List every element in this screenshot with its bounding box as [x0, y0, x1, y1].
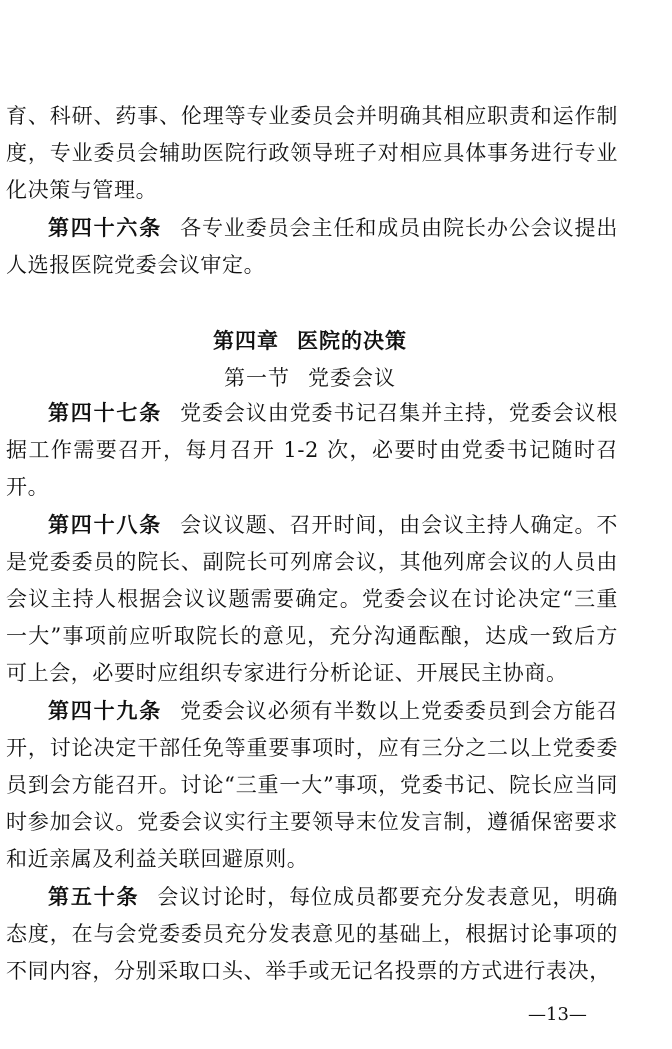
article-47: [6, 394, 618, 506]
article-48: [6, 506, 618, 692]
article-48-heading: 第四十八条: [48, 512, 163, 537]
article-47-body: 党委会议由党委书记召集并主持，党委会议根据工作需要召开，每月召开 1-2 次，必要时由党委书记随时召开。: [6, 401, 618, 499]
chapter-number: 第四章: [213, 328, 279, 353]
page-number: —13—: [528, 1004, 587, 1025]
article-49-body: 党委会议必须有半数以上党委委员到会方能召开，讨论决定干部任免等重要事项时，应有三分之二以上党委委员到会方能召开。讨论“三重一大”事项，党委书记、院长应当同时参加会议。党委会议实行主要领导末位发言制，遵循保密要求和近亲属及利益关联回避原则。: [6, 699, 618, 871]
article-48-body: 会议议题、召开时间，由会议主持人确定。不是党委委员的院长、副院长可列席会议，其他列席会议的人员由会议主持人根据会议议题需要确定。党委会议在讨论决定“三重一大”事项前应听取院长的意见，充分沟通酝酿，达成一致后方可上会，必要时应组织专家进行分析论证、开展民主协商。: [6, 513, 618, 685]
section-heading: [0, 362, 620, 392]
article-50-body: 会议讨论时，每位成员都要充分发表意见，明确态度，在与会党委委员充分发表意见的基础上，根据讨论事项的不同内容，分别采取口头、举手或无记名投票的方式进行表决，: [6, 885, 618, 983]
article-50-heading: 第五十条: [48, 884, 140, 909]
article-49-heading: 第四十九条: [48, 698, 163, 723]
article-46-body: 各专业委员会主任和成员由院长办公会议提出人选报医院党委会议审定。: [6, 216, 618, 277]
section-continued-text: [6, 98, 618, 284]
chapter-title: 医院的决策: [297, 328, 407, 353]
main-text: [6, 394, 618, 990]
section-number: 第一节: [224, 366, 290, 390]
continuation-paragraph: 育、科研、药事、伦理等专业委员会并明确其相应职责和运作制度，专业委员会辅助医院行政领导班子对相应具体事务进行专业化决策与管理。: [6, 104, 618, 202]
article-47-heading: 第四十七条: [48, 400, 163, 425]
section-title: 党委会议: [308, 366, 396, 390]
article-49: [6, 692, 618, 878]
article-50: [6, 878, 618, 990]
chapter-heading: [0, 325, 620, 355]
article-46-heading: 第四十六条: [48, 215, 163, 240]
article-46: [6, 209, 618, 284]
